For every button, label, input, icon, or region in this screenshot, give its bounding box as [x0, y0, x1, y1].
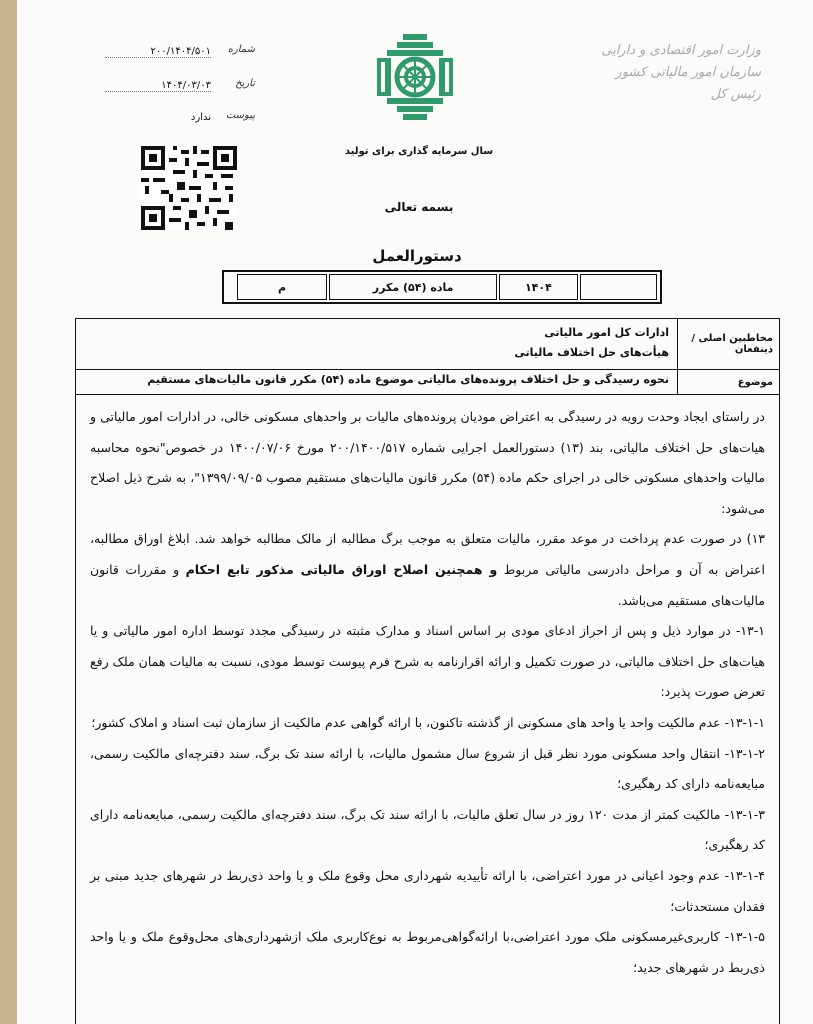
qr-code-icon — [141, 146, 237, 230]
ministry-line: سازمان امور مالیاتی کشور — [615, 65, 761, 80]
clause-13-1: ۱۳-۱- در موارد ذیل و پس از احراز ادعای مودی بر اساس اسناد و مدارک مثبته در رسیدگی مجدد توسط اداره امور مالیاتی و یا هیات‌های حل اختلاف مالیاتی، در صورت تکمیل و ارائه اقرارنامه به شرح فرم پیوست توسط مودی، نسبت به مالیات همان ملک رفع تعرض صورت پذیرد: — [90, 623, 765, 700]
header-code-boxes — [222, 270, 662, 304]
clause-13-bold: و همچنین اصلاح اوراق مالیاتی مذکور تابع احکام — [185, 561, 498, 577]
clause-13-1-2: ۱۳-۱-۲- انتقال واحد مسکونی مورد نظر قبل از شروع سال مشمول مالیات، با ارائه سند تک برگ، سند دفترچه‌ای مالکیت رسمی، مبایعه‌نامه دارای کد رهگیری؛ — [90, 745, 765, 792]
code-box-type: م — [237, 274, 328, 300]
clause-13-1-4: ۱۳-۱-۴- عدم وجود اعیانی در مورد اعتراضی، با ارائه تأییدیه شهرداری محل وقوع ملک و یا واحد ذی‌ربط در شهرهای جدید مبنی بر فقدان مستحدثات؛ — [90, 867, 765, 914]
clause-13 — [90, 524, 765, 616]
clause-13-1-5: ۱۳-۱-۵- کاربری‌غیرمسکونی ملک مورد اعتراضی،با ارائه‌گواهی‌مربوط به نوع‌کاربری ملک ازشهرداری‌های محل‌وقوع ملک و یا واحد ذی‌ربط در شهرهای جدید؛ — [90, 929, 765, 975]
recipients-table — [75, 318, 780, 395]
recipient-item: هیأت‌های حل اختلاف مالیاتی — [514, 346, 669, 359]
subject-label: موضوع — [677, 370, 779, 394]
recipients-row — [76, 319, 779, 370]
code-box-article: ماده (۵۴) مکرر — [329, 274, 497, 300]
attachment-value: ندارد — [190, 112, 211, 123]
subject-row — [76, 370, 779, 394]
clause-13-text: ۱۳) در صورت عدم پرداخت در موعد مقرر، مالیات متعلق به موجب برگ مطالبه از مالک مطالبه خواهد شد. ابلاغ اوراق مطالبه، اعتراض به آن و مراحل دادرسی مالیاتی مربوط — [90, 531, 765, 577]
clause-13-1-3: ۱۳-۱-۳- مالکیت کمتر از مدت ۱۲۰ روز در سال تعلق مالیات، با ارائه سند تک برگ، سند دفترچه‌ای مالکیت رسمی، مبایعه‌نامه دارای کد رهگیری؛ — [90, 806, 765, 853]
clause-13-1-1: ۱۳-۱-۱- عدم مالکیت واحد یا واحد های مسکونی از گذشته تاکنون، با ارائه گواهی عدم مالکیت از سازمان ثبت اسناد و املاک کشور؛ — [91, 714, 765, 730]
letter-number — [105, 44, 255, 66]
ministry-line: وزارت امور اقتصادی و دارایی — [601, 43, 761, 58]
bismillah: بسمه تعالی — [384, 200, 454, 214]
page-title: دستورالعمل — [372, 247, 462, 265]
date-value: ۱۴۰۴/۰۳/۰۳ — [105, 80, 211, 92]
year-slogan: سال سرمایه گذاری برای تولید — [344, 146, 494, 157]
ministry-line: رئیس کل — [710, 87, 761, 102]
number-label: شماره — [227, 44, 255, 55]
recipient-item: ادارات کل امور مالیاتی — [544, 326, 669, 339]
letter-date — [105, 78, 255, 100]
subject-value: نحوه رسیدگی و حل اختلاف پرونده‌های مالیاتی موضوع ماده (۵۴) مکرر قانون مالیات‌های مستقیم — [147, 373, 669, 386]
recipients-label: مخاطبین اصلی / ذینفعان — [677, 319, 779, 369]
code-box-year: ۱۴۰۴ — [499, 274, 578, 300]
tax-organization-logo-icon — [377, 34, 453, 120]
code-box — [580, 274, 657, 300]
intro-paragraph: در راستای ایجاد وحدت رویه در رسیدگی به اعتراض مودیان پرونده‌های مالیات بر واحدهای مسکونی خالی، در ادارات امور مالیاتی و هیات‌های حل اختلاف مالیاتی، بند (۱۳) دستورالعمل اجرایی شماره ۲۰۰/۱۴۰۰/۵۱۷ مورخ ۱۴۰۰/۰۷/۰۶ در خصوص"نحوه محاسبه مالیات واحدهای مسکونی خالی در اجرای حکم ماده (۵۴) مکرر قانون مالیات‌های مستقیم مصوب ۱۳۹۹/۰۹/۰۵"، به شرح ذیل اصلاح می‌شود: — [90, 409, 765, 516]
ministry-header — [591, 40, 761, 106]
clause-13-text-end: و مقررات قانون مالیات‌های مستقیم می‌باشد. — [90, 561, 765, 608]
document-page — [17, 0, 813, 1024]
number-value: ۲۰۰/۱۴۰۴/۵۰۱ — [105, 46, 211, 58]
recipients-value — [76, 319, 677, 369]
attachment-label: پیوست — [225, 110, 255, 121]
letter-attachment — [105, 110, 255, 132]
date-label: تاریخ — [235, 78, 255, 89]
instruction-body — [75, 392, 780, 1024]
page-edge — [0, 0, 17, 1024]
code-box — [227, 274, 235, 300]
